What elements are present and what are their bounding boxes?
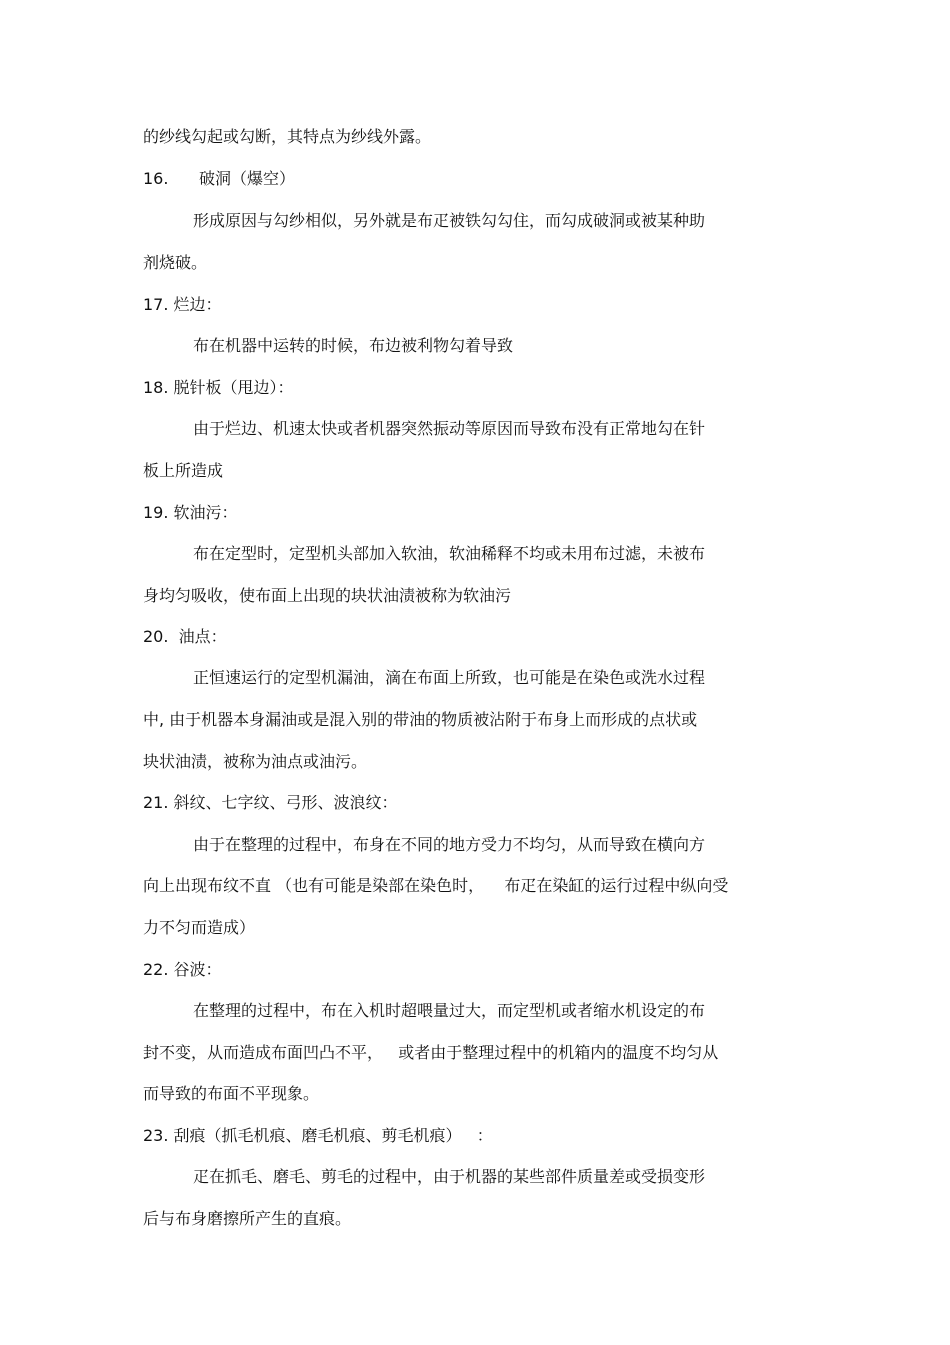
text-line: 疋在抓毛、磨毛、剪毛的过程中，由于机器的某些部件质量差或受损变形 (193, 1167, 706, 1186)
text-line: 块状油渍，被称为油点或油污。 (143, 752, 368, 771)
text-line: 布在机器中运转的时候，布边被利物勾着导致 (193, 336, 514, 355)
text-line: 的纱线勾起或勾断，其特点为纱线外露。 (143, 127, 432, 146)
section-heading-17: 17. 烂边： (143, 295, 222, 314)
text-line: 向上出现布纹不直 （也有可能是染部在染色时， 布疋在染缸的运行过程中纵向受 (143, 876, 729, 895)
section-heading-21: 21. 斜纹、七字纹、弓形、波浪纹： (143, 793, 398, 812)
section-heading-22: 22. 谷波： (143, 960, 222, 979)
section-heading-19: 19. 软油污： (143, 503, 238, 522)
text-line: 剂烧破。 (143, 253, 208, 272)
text-line: 在整理的过程中，布在入机时超喂量过大，而定型机或者缩水机设定的布 (193, 1001, 706, 1020)
text-line: 由于在整理的过程中，布身在不同的地方受力不均匀，从而导致在横向方 (193, 835, 706, 854)
text-line: 后与布身磨擦所产生的直痕。 (143, 1209, 352, 1228)
text-line: 布在定型时，定型机头部加入软油，软油稀释不均或未用布过滤，未被布 (193, 544, 706, 563)
section-heading-16: 16. 破洞（爆空） (143, 169, 295, 188)
text-line: 身均匀吸收，使布面上出现的块状油渍被称为软油污 (143, 586, 512, 605)
text-line: 而导致的布面不平现象。 (143, 1084, 320, 1103)
text-line: 正恒速运行的定型机漏油，滴在布面上所致，也可能是在染色或洗水过程 (193, 668, 706, 687)
text-line: 由于烂边、机速太快或者机器突然振动等原因而导致布没有正常地勾在针 (193, 419, 706, 438)
text-line: 形成原因与勾纱相似，另外就是布疋被铁勾勾住，而勾成破洞或被某种助 (193, 211, 706, 230)
section-heading-23: 23. 刮痕（抓毛机痕、磨毛机痕、剪毛机痕） ： (143, 1126, 493, 1145)
text-line: 中, 由于机器本身漏油或是混入别的带油的物质被沾附于布身上而形成的点状或 (143, 710, 698, 729)
text-line: 板上所造成 (143, 461, 224, 480)
text-line: 力不匀而造成） (143, 918, 256, 937)
text-line: 封不变，从而造成布面凹凸不平， 或者由于整理过程中的机箱内的温度不均匀从 (143, 1043, 719, 1062)
section-heading-18: 18. 脱针板（甩边）： (143, 378, 294, 397)
section-heading-20: 20. 油点： (143, 627, 227, 646)
